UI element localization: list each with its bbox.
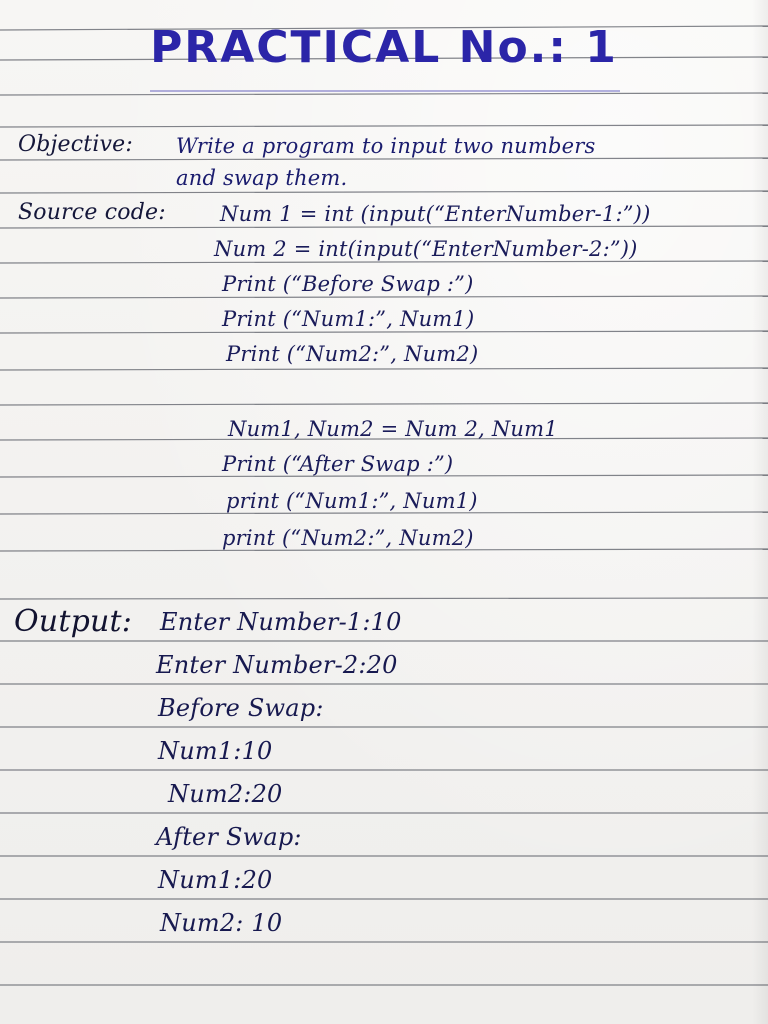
code-line: print (“Num2:”, Num2) <box>222 526 474 550</box>
output-line: Num1:10 <box>158 737 273 765</box>
output-line: Num2: 10 <box>160 909 283 937</box>
code-line: print (“Num1:”, Num1) <box>226 489 478 513</box>
output-line: Enter Number-2:20 <box>156 651 398 679</box>
code-line: Num 2 = int(input(“EnterNumber-2:”)) <box>214 237 638 261</box>
title-underline <box>150 90 620 92</box>
output-line: Enter Number-1:10 <box>160 608 402 636</box>
objective-label: Objective: <box>18 132 134 157</box>
code-line: Print (“Num1:”, Num1) <box>222 307 475 331</box>
output-line: Num2:20 <box>168 780 283 808</box>
code-line: Print (“After Swap :”) <box>222 452 454 476</box>
output-label: Output: <box>14 604 133 639</box>
code-line: Num1, Num2 = Num 2, Num1 <box>228 417 558 441</box>
code-line: Print (“Num2:”, Num2) <box>226 342 479 366</box>
source-code-label: Source code: <box>18 200 166 225</box>
page-title: PRACTICAL No.: 1 <box>150 22 618 73</box>
objective-text-line-2: and swap them. <box>176 166 348 190</box>
output-line: Before Swap: <box>158 694 324 722</box>
output-line: Num1:20 <box>158 866 273 894</box>
code-line: Print (“Before Swap :”) <box>222 272 474 296</box>
page-edge-shadow <box>752 0 768 1024</box>
objective-text-line-1: Write a program to input two numbers <box>176 134 596 158</box>
output-line: After Swap: <box>156 823 302 851</box>
code-line: Num 1 = int (input(“EnterNumber-1:”)) <box>220 202 651 226</box>
